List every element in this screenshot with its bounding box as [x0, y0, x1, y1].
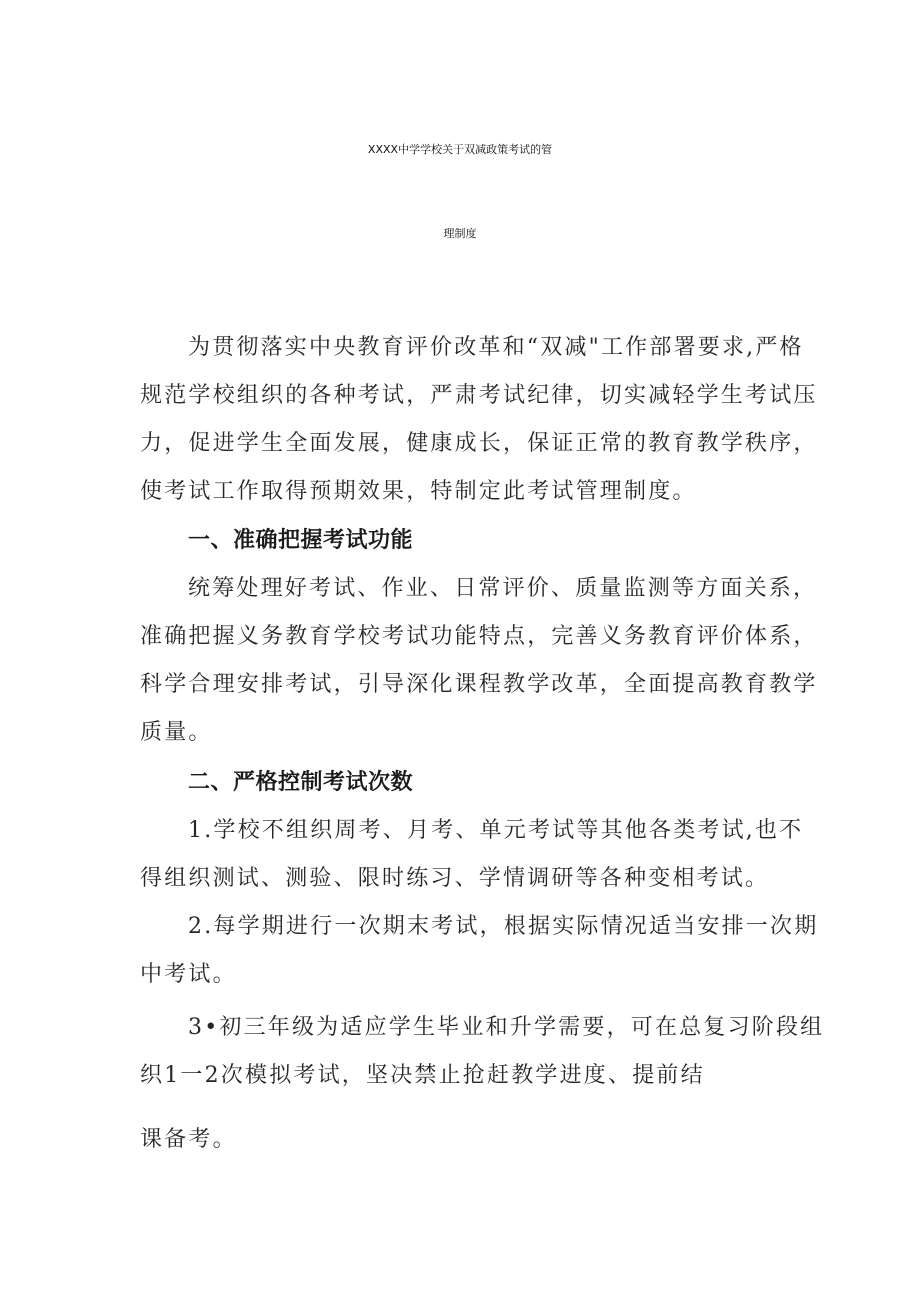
- section-heading-2: 二、严格控制考试次数: [188, 770, 414, 795]
- section2-item-3-line: 课备考。: [140, 1127, 237, 1152]
- intro-paragraph-line: 使考试工作取得预期效果，特制定此考试管理制度。: [140, 479, 697, 504]
- document-title-line-2: 理制度: [443, 227, 477, 240]
- section2-item-2-line: 2.每学期进行一次期末考试，根据实际情况适当安排一次期: [188, 914, 819, 939]
- section2-item-1-line: 1.学校不组织周考、月考、单元考试等其他各类考试,也不: [188, 818, 804, 843]
- section2-item-1-line: 得组织测试、测验、限时练习、学情调研等各种变相考试。: [140, 866, 770, 891]
- section1-paragraph-line: 统筹处理好考试、作业、日常评价、质量监测等方面关系，: [188, 576, 818, 601]
- section1-paragraph-line: 准确把握义务教育学校考试功能特点，完善义务教育评价体系，: [140, 624, 818, 649]
- section1-paragraph-line: 科学合理安排考试，引导深化课程教学改革，全面提高教育教学: [140, 672, 818, 697]
- section1-paragraph-line: 质量。: [140, 720, 213, 745]
- section2-item-3-line: 3•初三年级为适应学生毕业和升学需要，可在总复习阶段组: [188, 1015, 825, 1040]
- intro-paragraph-line: 为贯彻落实中央教育评价改革和“双减"工作部署要求,严格: [188, 335, 804, 360]
- intro-paragraph-line: 规范学校组织的各种考试，严肃考试纪律，切实减轻学生考试压: [140, 383, 818, 408]
- section-heading-1: 一、准确把握考试功能: [188, 528, 414, 553]
- section2-item-2-line: 中考试。: [140, 962, 237, 987]
- section2-item-3-line: 织1一2次模拟考试，坚决禁止抢赶教学进度、提前结: [140, 1063, 705, 1088]
- document-title-line-1: XXXX中学学校关于双减政策考试的管: [367, 143, 553, 156]
- intro-paragraph-line: 力，促进学生全面发展，健康成长，保证正常的教育教学秩序，: [140, 431, 818, 456]
